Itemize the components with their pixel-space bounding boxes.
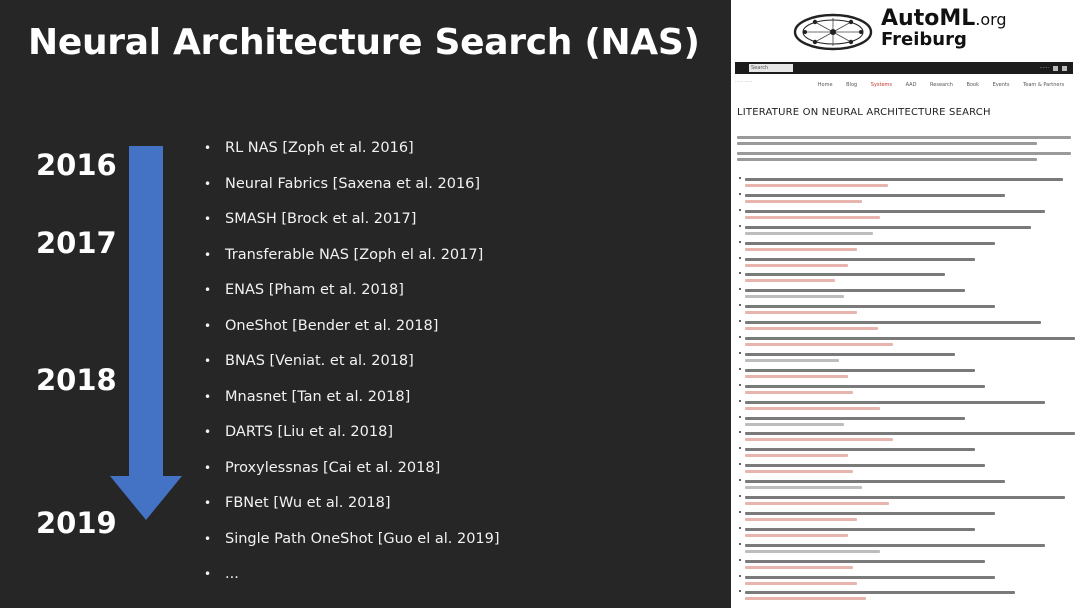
bullet-icon	[739, 431, 741, 433]
paper-label: OneShot [Bender et al. 2018]	[225, 317, 439, 334]
entry-link-line[interactable]	[745, 295, 844, 298]
bullet-icon	[739, 209, 741, 211]
site-nav-item[interactable]: Team & Partners	[1023, 82, 1065, 88]
literature-entry[interactable]	[745, 178, 1071, 187]
entry-link-line[interactable]	[745, 423, 844, 426]
literature-entry[interactable]	[745, 321, 1071, 330]
entry-title-line	[745, 480, 1005, 483]
bullet-icon	[739, 288, 741, 290]
paper-label: Transferable NAS [Zoph el al. 2017]	[225, 246, 484, 263]
site-search-input[interactable]: Search	[749, 64, 793, 72]
entry-title-line	[745, 512, 995, 515]
literature-entry[interactable]	[745, 289, 1071, 298]
literature-entry[interactable]	[745, 226, 1071, 235]
entry-title-line	[745, 560, 985, 563]
paper-item	[204, 278, 500, 314]
entry-title-line	[745, 273, 945, 276]
literature-entry[interactable]	[745, 591, 1071, 600]
entry-link-line[interactable]	[745, 327, 878, 330]
bullet-icon: •	[204, 354, 212, 368]
paper-label: Proxylessnas [Cai et al. 2018]	[225, 459, 441, 476]
bullet-icon	[739, 575, 741, 577]
bullet-icon	[739, 225, 741, 227]
paper-item	[204, 562, 500, 598]
bullet-icon	[739, 559, 741, 561]
bullet-icon	[739, 590, 741, 592]
bullet-icon	[739, 527, 741, 529]
entry-title-line	[745, 258, 975, 261]
year-2016: 2016	[36, 148, 117, 182]
entry-title-line	[745, 432, 1075, 435]
topbar-icons	[1039, 65, 1067, 71]
entry-link-line[interactable]	[745, 375, 848, 378]
bullet-icon	[739, 384, 741, 386]
literature-entry[interactable]	[745, 464, 1071, 473]
entry-link-line[interactable]	[745, 216, 880, 219]
bullet-icon: •	[204, 176, 212, 191]
entry-title-line	[745, 226, 1031, 229]
paper-label: Single Path OneShot [Guo el al. 2019]	[225, 530, 500, 547]
entry-title-line	[745, 289, 965, 292]
entry-link-line[interactable]	[745, 248, 857, 251]
entry-link-line[interactable]	[745, 200, 862, 203]
entry-link-line[interactable]	[745, 566, 853, 569]
paper-item	[204, 314, 500, 350]
literature-entry[interactable]	[745, 194, 1071, 203]
entry-title-line	[745, 210, 1045, 213]
entry-title-line	[745, 591, 1015, 594]
literature-entry[interactable]	[745, 401, 1071, 410]
entry-title-line	[745, 464, 985, 467]
entry-link-line[interactable]	[745, 470, 853, 473]
site-header	[731, 0, 1080, 62]
literature-entry[interactable]	[745, 353, 1071, 362]
entry-link-line[interactable]	[745, 486, 862, 489]
literature-entry[interactable]	[745, 448, 1071, 457]
literature-title: LITERATURE ON NEURAL ARCHITECTURE SEARCH	[737, 107, 991, 118]
entry-link-line[interactable]	[745, 232, 873, 235]
site-nav-item[interactable]: AAD	[905, 82, 917, 88]
year-2019: 2019	[36, 506, 117, 540]
site-nav-item[interactable]: Blog	[846, 82, 858, 88]
literature-entry[interactable]	[745, 337, 1071, 346]
paper-label: Neural Fabrics [Saxena et al. 2016]	[225, 175, 481, 192]
intro-text-line	[737, 158, 1037, 161]
paper-item	[204, 136, 500, 172]
bullet-icon	[739, 352, 741, 354]
entry-link-line[interactable]	[745, 534, 848, 537]
bullet-icon: •	[204, 283, 212, 297]
bullet-icon	[739, 304, 741, 306]
paper-item	[204, 243, 500, 279]
paper-label: DARTS [Liu et al. 2018]	[225, 424, 393, 440]
literature-entry[interactable]	[745, 544, 1071, 553]
bullet-icon	[739, 368, 741, 370]
timeline-arrow	[110, 146, 182, 522]
bullet-icon	[739, 400, 741, 402]
entry-link-line[interactable]	[745, 184, 888, 187]
paper-item	[204, 527, 500, 563]
entry-link-line[interactable]	[745, 438, 893, 441]
year-2018: 2018	[36, 363, 117, 397]
entry-title-line	[745, 337, 1075, 340]
paper-label: ...	[225, 566, 239, 582]
paper-label: FBNet [Wu et al. 2018]	[225, 495, 391, 511]
entry-title-line	[745, 321, 1041, 324]
paper-label: SMASH [Brock et al. 2017]	[225, 211, 417, 227]
literature-entry[interactable]	[745, 385, 1071, 394]
bullet-icon	[739, 177, 741, 179]
paper-item	[204, 207, 500, 243]
literature-entry[interactable]	[745, 273, 1071, 282]
bullet-icon	[739, 495, 741, 497]
bullet-icon: •	[204, 318, 212, 333]
entry-link-line[interactable]	[745, 391, 853, 394]
entry-title-line	[745, 576, 995, 579]
logo-main: AutoML	[881, 6, 976, 31]
entry-link-line[interactable]	[745, 550, 880, 553]
bullet-icon	[739, 511, 741, 513]
literature-entry[interactable]	[745, 369, 1071, 378]
entry-link-line[interactable]	[745, 264, 848, 267]
entry-title-line	[745, 544, 1045, 547]
site-nav-item[interactable]: Book	[966, 82, 979, 88]
site-logo-text	[881, 8, 1007, 49]
paper-item	[204, 491, 500, 527]
bullet-icon: •	[204, 141, 212, 155]
entry-link-line[interactable]	[745, 311, 857, 314]
topbar-link[interactable]: ······	[1039, 65, 1049, 71]
logo-org: .org	[975, 10, 1007, 29]
literature-entry[interactable]	[745, 528, 1071, 537]
entry-title-line	[745, 369, 975, 372]
literature-entry[interactable]	[745, 305, 1071, 314]
literature-entry[interactable]	[745, 210, 1071, 219]
bullet-icon	[739, 272, 741, 274]
entry-title-line	[745, 305, 995, 308]
bullet-icon: •	[204, 212, 212, 226]
site-nav	[811, 82, 1071, 88]
entry-title-line	[745, 496, 1065, 499]
entry-link-line[interactable]	[745, 502, 889, 505]
entry-title-line	[745, 385, 985, 388]
site-topbar	[735, 62, 1073, 74]
social-icon[interactable]	[1053, 66, 1058, 71]
paper-label: Mnasnet [Tan et al. 2018]	[225, 388, 411, 405]
literature-entry[interactable]	[745, 417, 1071, 426]
site-nav-item[interactable]: Research	[930, 82, 953, 88]
entry-link-line[interactable]	[745, 343, 893, 346]
bullet-icon	[739, 193, 741, 195]
entry-link-line[interactable]	[745, 454, 848, 457]
bullet-icon: •	[204, 531, 212, 546]
bullet-icon	[739, 543, 741, 545]
bullet-icon	[739, 257, 741, 259]
bullet-icon: •	[204, 247, 212, 262]
literature-entry[interactable]	[745, 512, 1071, 521]
entry-title-line	[745, 178, 1063, 181]
entry-title-line	[745, 448, 975, 451]
social-icon[interactable]	[1062, 66, 1067, 71]
entry-title-line	[745, 194, 1005, 197]
literature-webpage-screenshot	[731, 0, 1080, 608]
bullet-icon	[739, 320, 741, 322]
site-nav-item[interactable]: Home	[817, 82, 833, 88]
paper-label: ENAS [Pham et al. 2018]	[225, 282, 404, 298]
bullet-icon: •	[204, 425, 212, 439]
bullet-icon	[739, 241, 741, 243]
bullet-icon	[739, 416, 741, 418]
paper-item	[204, 420, 500, 456]
paper-item	[204, 349, 500, 385]
bullet-icon	[739, 447, 741, 449]
bullet-icon: •	[204, 389, 212, 404]
bullet-icon: •	[204, 567, 212, 581]
entry-link-line[interactable]	[745, 279, 835, 282]
site-nav-item[interactable]: Systems	[870, 82, 893, 88]
entry-link-line[interactable]	[745, 407, 880, 410]
bullet-icon: •	[204, 460, 212, 475]
entry-link-line[interactable]	[745, 359, 839, 362]
literature-entry[interactable]	[745, 258, 1071, 267]
entry-link-line[interactable]	[745, 582, 857, 585]
literature-entry[interactable]	[745, 242, 1071, 251]
literature-entry[interactable]	[745, 496, 1071, 505]
entry-title-line	[745, 353, 955, 356]
bullet-icon	[739, 336, 741, 338]
literature-entry[interactable]	[745, 480, 1071, 489]
paper-item	[204, 456, 500, 492]
entry-title-line	[745, 528, 975, 531]
paper-list	[204, 136, 500, 598]
intro-text-line	[737, 136, 1071, 139]
entry-title-line	[745, 417, 965, 420]
bullet-icon	[739, 463, 741, 465]
logo-sub: Freiburg	[881, 29, 967, 50]
entry-title-line	[745, 401, 1045, 404]
automl-logo-icon	[791, 10, 875, 56]
entry-link-line[interactable]	[745, 518, 857, 521]
literature-entry[interactable]	[745, 432, 1071, 441]
slide-title: Neural Architecture Search (NAS)	[28, 22, 700, 63]
bullet-icon: •	[204, 496, 212, 510]
breadcrumb: ····· ·····	[735, 79, 753, 85]
year-2017: 2017	[36, 226, 117, 260]
entry-title-line	[745, 242, 995, 245]
literature-entry[interactable]	[745, 560, 1071, 569]
paper-item	[204, 385, 500, 421]
paper-label: RL NAS [Zoph et al. 2016]	[225, 140, 414, 156]
bullet-icon	[739, 479, 741, 481]
entry-link-line[interactable]	[745, 597, 866, 600]
intro-text-line	[737, 152, 1071, 155]
intro-text-line	[737, 142, 1037, 145]
site-nav-item[interactable]: Events	[992, 82, 1010, 88]
literature-entry[interactable]	[745, 576, 1071, 585]
paper-label: BNAS [Veniat. et al. 2018]	[225, 353, 414, 369]
paper-item	[204, 172, 500, 208]
